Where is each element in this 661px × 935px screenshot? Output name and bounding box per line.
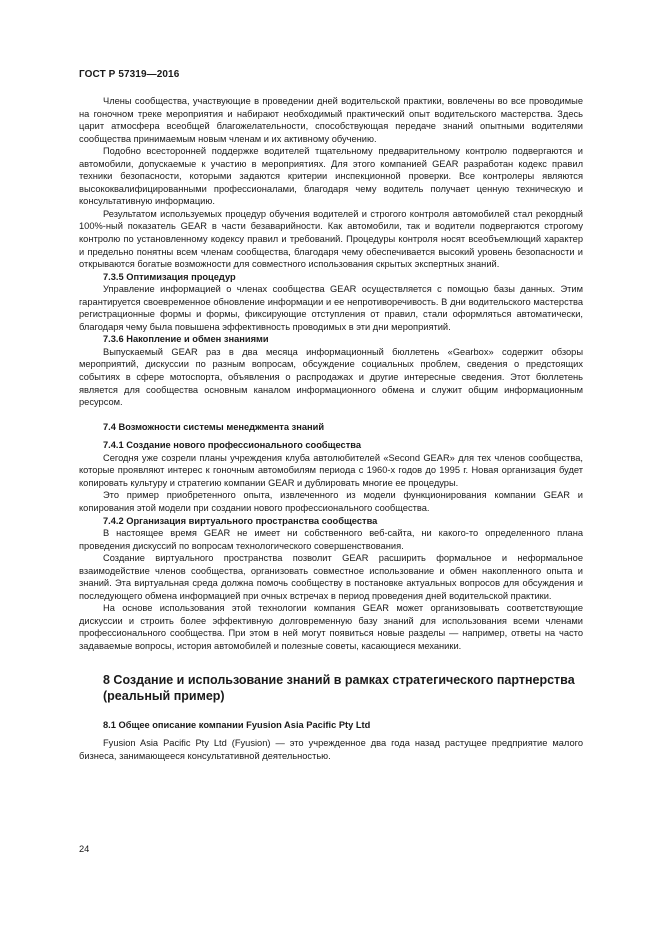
section-heading-7-4-1: 7.4.1 Создание нового профессионального сообщества bbox=[103, 440, 362, 451]
paragraph: Это пример приобретенного опыта, извлеченного из модели функционирования компании GEAR и копирования этой модели при создании нового профессионального сообщества. bbox=[79, 490, 583, 513]
paragraph: Управление информацией о членах сообщества GEAR осуществляется с помощью базы данных. Этим гарантируется своевременное обновление информации и ее непротиворечивость. В дни водительского мастерства регистрационные формы и формы, фиксирующие отступления от правил, стали оформляться автоматически, благодаря чему была повышена эффективность проводимых в эти дни мероприятий. bbox=[79, 284, 583, 332]
paragraph: Сегодня уже созрели планы учреждения клуба автолюбителей «Second GEAR» для тех членов сообщества, которые проявляют интерес к гоночным автомобилям периода с 1960-х годов до 1995 г. Новая организация будет копировать культуру и стратегию компании GEAR и дублировать многие ее процедуры. bbox=[79, 452, 583, 488]
paragraph: Создание виртуального пространства позволит GEAR расширить формальное и неформальное взаимодействие членов сообщества, организовать совместное использование и обмен накопленного опыта и знаний. Эта виртуальная среда должна помочь сообществу в постановке актуальных вопросов для обсуждения и последующего обмена информацией при очных встречах в период проведения дней водительской практики. bbox=[79, 553, 583, 601]
document-body bbox=[79, 95, 583, 762]
paragraph: Члены сообщества, участвующие в проведении дней водительской практики, вовлечены во все проводимые на гоночном треке мероприятия и набирают необходимый практический опыт водительского мастерства. Здесь царит атмосфера всеобщей благожелательности, способствующая передаче знаний опытными водителями сообщества принимаемым новым членам и их активному обучению. bbox=[79, 96, 583, 144]
section-heading-7-4-2: 7.4.2 Организация виртуального пространства сообщества bbox=[103, 515, 378, 526]
standard-header: ГОСТ Р 57319—2016 bbox=[79, 69, 180, 80]
paragraph: Подобно всесторонней поддержке водителей тщательному предварительному контролю подвергаются и автомобили, допускаемые к участию в мероприятиях. Для этого компанией GEAR разработан кодекс правил техники безопасности, которыми задаются критерии инспекционной проверки. Все контролеры являются высококвалифицированными профессионалами, благодаря чему водитель получает ценную техническую и консультативную информацию. bbox=[79, 146, 583, 207]
paragraph: Результатом используемых процедур обучения водителей и строгого контроля автомобилей стал рекордный 100%-ный показатель GEAR в части безаварийности. Как автомобили, так и водители подвергаются строгому контролю по установленному кодексу правил и требований. Процедуры контроля носят всеобъемлющий характер и предельно понятны всем членам сообщества, благодаря чему обеспечивается высокий уровень безопасности и открываются богатые возможности для совместного использования скрытых экспертных знаний. bbox=[79, 208, 583, 270]
paragraph: Fyusion Asia Pacific Pty Ltd (Fyusion) — это учрежденное два года назад растущее предприятие малого бизнеса, занимающееся консультативной деятельностью. bbox=[79, 738, 583, 761]
page-number: 24 bbox=[79, 844, 90, 854]
paragraph: Выпускаемый GEAR раз в два месяца информационный бюллетень «Gearbox» содержит обзоры мероприятий, дискуссии по разным вопросам, обсуждение социальных проблем, сведения о предстоящих событиях в сфере мотоспорта, объявления о распродажах и другие интересные сведения. Этот бюллетень является для сообщества основным каналом информационного обмена и служит общим информационным ресурсом. bbox=[79, 346, 583, 408]
section-heading-7-3-5: 7.3.5 Оптимизация процедур bbox=[103, 271, 236, 282]
paragraph: В настоящее время GEAR не имеет ни собственного веб-сайта, ни какого-то определенного плана проведения дискуссий по вопросам технологического совершенствования. bbox=[79, 528, 583, 551]
paragraph: На основе использования этой технологии компания GEAR может организовывать соответствующие дискуссии и строить более эффективную долговременную базу знаний для использования всеми членами профессионального сообщества. При этом в ней могут появиться новые разделы — например, ответы на часто задаваемые вопросы, история автомобилей и полезные советы, касающиеся механики. bbox=[79, 603, 583, 651]
section-heading-8-1: 8.1 Общее описание компании Fyusion Asia Pacific Pty Ltd bbox=[103, 719, 371, 730]
section-heading-7-3-6: 7.3.6 Накопление и обмен знаниями bbox=[103, 334, 269, 345]
section-heading-7-4: 7.4 Возможности системы менеджмента знаний bbox=[103, 421, 325, 432]
section-heading-8: 8 Создание и использование знаний в рамках стратегического партнерства (реальный пример) bbox=[103, 672, 575, 704]
